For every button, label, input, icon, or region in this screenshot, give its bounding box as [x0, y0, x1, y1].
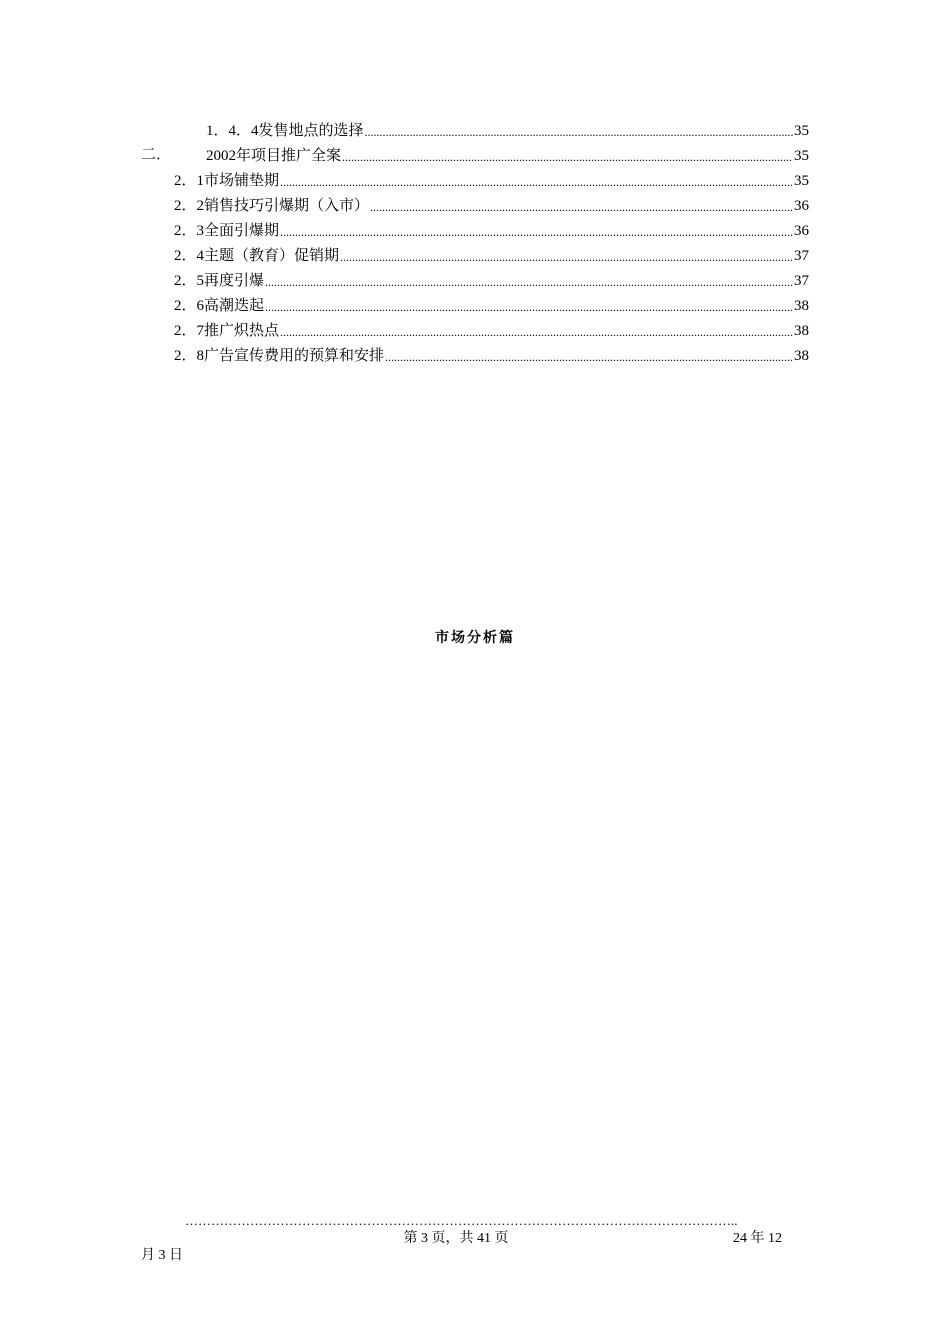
- footer-date-part1: 24 年 12: [733, 1231, 782, 1246]
- toc-entry[interactable]: [174, 292, 809, 316]
- toc-entry[interactable]: [174, 317, 809, 341]
- toc-entry-title: 2002年项目推广全案: [206, 148, 342, 164]
- toc-leader-dots: [265, 273, 793, 291]
- toc-leader-dots: [370, 198, 793, 216]
- toc-entry[interactable]: [174, 242, 809, 266]
- toc-entry-page: 37: [794, 248, 809, 264]
- toc-entry-page: 38: [794, 323, 809, 339]
- toc-entry-page: 35: [794, 123, 809, 139]
- toc-entry-title: 2．4主题（教育）促销期: [174, 248, 340, 264]
- toc-leader-dots: [385, 348, 793, 366]
- toc-entry-number: 二．: [141, 147, 172, 163]
- toc-leader-dots: [340, 248, 793, 266]
- toc-entry-title: 1．4．4发售地点的选择: [206, 123, 364, 139]
- toc-leader-dots: [265, 298, 793, 316]
- footer-date-part2: 月 3 日: [141, 1248, 183, 1263]
- toc-entry[interactable]: [206, 117, 809, 141]
- page-number-label: 第 3 页，共 41 页: [403, 1231, 509, 1246]
- toc-entry-page: 38: [794, 298, 809, 314]
- toc-entry-page: 36: [794, 198, 809, 214]
- toc-entry-page: 35: [794, 148, 809, 164]
- footer-dotted-rule: ………………………………………………………………………………………………………………..: [185, 1214, 738, 1228]
- toc-entry-title: 2．5再度引爆: [174, 273, 265, 289]
- toc-entry[interactable]: [174, 192, 809, 216]
- toc-entry-title: 2．7推广炽热点: [174, 323, 280, 339]
- toc-entry[interactable]: [206, 142, 809, 166]
- toc-entry-title: 2．2销售技巧引爆期（入市）: [174, 198, 370, 214]
- toc-leader-dots: [280, 173, 793, 191]
- toc-entry-title: 2．3全面引爆期: [174, 223, 280, 239]
- toc-entry-page: 37: [794, 273, 809, 289]
- toc-entry-title: 2．6高潮迭起: [174, 298, 265, 314]
- section-heading: 市场分析篇: [435, 630, 515, 646]
- toc-entry-page: 36: [794, 223, 809, 239]
- toc-leader-dots: [280, 223, 793, 241]
- toc-entry[interactable]: [174, 267, 809, 291]
- toc-leader-dots: [365, 123, 793, 141]
- toc-entry-page: 38: [794, 348, 809, 364]
- toc-leader-dots: [280, 323, 793, 341]
- toc-entry-title: 2．1市场铺垫期: [174, 173, 280, 189]
- toc-leader-dots: [342, 148, 793, 166]
- toc-entry[interactable]: [174, 217, 809, 241]
- toc-entry-title: 2．8广告宣传费用的预算和安排: [174, 348, 385, 364]
- toc-entry-page: 35: [794, 173, 809, 189]
- toc-entry[interactable]: [174, 167, 809, 191]
- toc-entry[interactable]: [174, 342, 809, 366]
